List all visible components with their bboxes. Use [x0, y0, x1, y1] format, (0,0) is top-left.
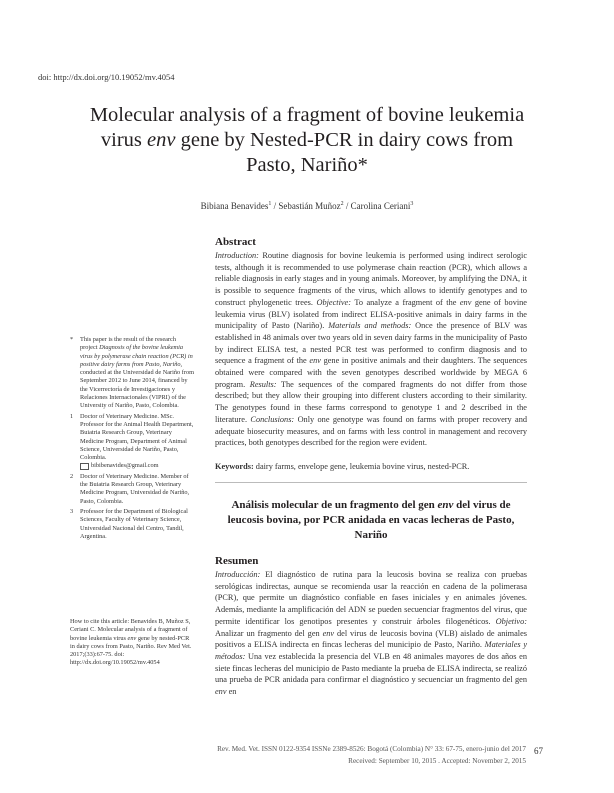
- spanish-title: [215, 498, 527, 543]
- footnote-3-text: Professor for the Department of Biological Sciences, Faculty of Veterinary Science, Universidad Nacional del Centro, Tandil, Argentina.: [80, 507, 188, 540]
- abstract-intro: Routine diagnosis for bovine leukemia is performed using indirect serologic tests, although it is recommended to use polymerase chain reaction (PCR), which allows a reliable diagnosis in early stages and in young animals. Moreover, by amplifying the DNA, it is possible to sequence fragments of the virus, which allows to identify genotypes and to construct phylogenetic trees.: [215, 251, 527, 307]
- footnote-1-email[interactable]: bibibenavides@gmail.com: [91, 462, 159, 470]
- spanish-title-pre: Análisis molecular de un fragmento del gen: [231, 499, 438, 511]
- abstract-section: [215, 236, 527, 449]
- title-line-2-post: gene by Nested-PCR in dairy cows from: [175, 129, 514, 151]
- keywords-text: dairy farms, envelope gene, leukemia bovine virus, nested-PCR.: [253, 462, 470, 471]
- author-2: Sebastián Muñoz: [278, 201, 341, 211]
- footnote-3: [70, 508, 194, 541]
- footnote-2-mark: 2: [70, 472, 74, 480]
- author-1-sup: 1: [268, 201, 272, 207]
- footnote-1-mark: 1: [70, 412, 74, 420]
- title-line-2-pre: virus: [100, 129, 148, 151]
- author-sep-2: /: [343, 201, 351, 211]
- footnote-3-mark: 3: [70, 507, 74, 515]
- received-dates: Received: September 10, 2015 . Accepted: November 2, 2015: [348, 757, 526, 765]
- resumen-section: [215, 555, 527, 698]
- journal-citation: Rev. Med. Vet. ISSN 0122-9354 ISSNe 2389-8526: Bogotá (Colombia) N° 33: 67-75, enero-junio del 2017: [217, 745, 526, 753]
- how-to-cite-b: gene by nested-PCR in dairy cows from Pasto, Nariño. Rev Med Vet. 2017;(33):67-75. doi: http://dx.doi.org/10.19052/mv.4054: [70, 634, 192, 667]
- footnote-star-a: This paper is the result of the research project: [80, 336, 176, 352]
- how-to-cite-em: env: [127, 634, 137, 642]
- spanish-title-post: del virus de leucosis bovina, por PCR anidada en vacas lecheras de Pasto, Nariño: [227, 499, 515, 541]
- resumen-intro: El diagnóstico de rutina para la leucosis bovina se realiza con pruebas serológicas indirectas, aunque se recomienda usar la reacción en cadena de la polimerasa (PCR), que permite un diagnóstico confiable en fases iniciales y en animales jóvenes. Además, mediante la amplificación del ADN se pueden secuenciar fragmentos del virus, que permite identificar los genotipos presentes y construir árboles filogenéticos.: [215, 570, 527, 626]
- title-line-1: Molecular analysis of a fragment of bovine leukemia: [89, 104, 525, 126]
- abstract-results-label: Results:: [249, 379, 277, 389]
- author-2-sup: 2: [340, 201, 344, 207]
- abstract-methods-a: Once the presence of BLV was established in 48 animals over two years old in seven dairy farms in the municipality of Pasto by indirect ELISA test, a nested PCR test was performed to confirm diagnosis and to sequence a fragment of the: [215, 321, 527, 366]
- spanish-title-em: env: [437, 499, 454, 511]
- resumen-methods-b: en: [226, 687, 237, 697]
- footnote-2-text: Doctor of Veterinary Medicine. Member of the Buiatria Research Group, Veterinary Medicine Program, Universidad de Nariño, Pasto, Colombia.: [80, 472, 190, 505]
- envelope-icon: [80, 463, 89, 470]
- footnotes: [70, 336, 194, 543]
- resumen-objective-em: env: [322, 628, 335, 638]
- resumen-methods-a: Una vez establecida la presencia del VLB en 48 animales mayores de dos años en siete fincas lecheras del municipio de Pasto mediante la prueba de ELISA indirecta, se realizó una prueba de PCR anidada para confirmar el diagnóstico y secuenciar un fragmento del gen: [215, 651, 527, 685]
- resumen-intro-label: Introducción:: [215, 570, 261, 579]
- abstract-conclusions-label: Conclusions:: [250, 414, 295, 424]
- authors: [100, 201, 514, 211]
- article-title: [60, 103, 554, 178]
- footnote-star-em: Diagnosis of the bovine leukemia virus by polymerase chain reaction (PCR) in positive dairy farms from Pasto, Nariño: [80, 344, 193, 368]
- resumen-objective-label: Objetivo:: [495, 616, 528, 626]
- keywords-label: Keywords:: [215, 462, 254, 471]
- abstract-conclusions: Only one genotype was found on farms with proper recovery and adequate biosecurity measures, and on farms with less control in management and recovery practices, both genotypes described for the region were evident.: [215, 414, 528, 448]
- title-line-3: Pasto, Nariño*: [246, 154, 368, 176]
- abstract-intro-label: Introduction:: [215, 251, 259, 260]
- footnote-star-b: , conducted at the Universidad de Nariño from September 2012 to June 2014, financed by the Vicerrectoría de Investigaciones y Relaciones Internacionales (VIPRI) of the University of Nariño, Pasto, Colombia.: [80, 360, 195, 410]
- footnote-2: [70, 473, 194, 506]
- abstract-methods-em: env: [309, 356, 321, 366]
- abstract-heading: Abstract: [215, 236, 256, 248]
- abstract-methods-label: Materials and methods:: [328, 321, 412, 331]
- abstract-body: [215, 250, 527, 449]
- abstract-objective-label: Objective:: [316, 297, 352, 307]
- how-to-cite-a: How to cite this article: Benavides B, Muñoz S, Ceriani C. Molecular analysis of a fragment of bovine leukemia virus: [70, 618, 191, 642]
- page-number: 67: [534, 746, 543, 756]
- resumen-methods-label: Materiales y métodos:: [215, 640, 527, 661]
- abstract-objective-b: gene of bovine leukemia virus (BLV) isolated from indirect ELISA-positive animals in dairy farms in the municipality of Pasto (Nariño).: [215, 297, 527, 331]
- section-divider: [215, 482, 527, 483]
- author-sep-1: /: [271, 201, 279, 211]
- abstract-objective-a: To analyze a fragment of the: [351, 297, 460, 307]
- how-to-cite: [70, 618, 194, 668]
- keywords: [215, 462, 527, 471]
- footnote-1-text: Doctor of Veterinary Medicine. MSc. Professor for the Animal Health Department, Buiatria Research Group, Veterinary Medicine Program, Department of Animal Science, Universidad de Nariño, Pasto, Colombia.: [80, 412, 194, 462]
- abstract-methods-b: gene in positive animals and their daughters. The sequences obtained were compared with the seven genotypes described worldwide by MEGA 6 program.: [215, 356, 527, 389]
- resumen-objective-b: del virus de leucosis bovina (VLB) aislado de animales positivos a ELISA indirecta en fincas lecheras del municipio de Pasto, Nariño.: [215, 628, 527, 650]
- author-1: Bibiana Benavides: [200, 201, 269, 211]
- resumen-methods-em: env: [215, 687, 227, 697]
- abstract-objective-em: env: [459, 297, 472, 307]
- author-3: Carolina Ceriani: [350, 201, 411, 211]
- resumen-body: [215, 569, 527, 698]
- doi-link[interactable]: doi: http://dx.doi.org/10.19052/mv.4054: [38, 72, 175, 82]
- author-3-sup: 3: [410, 201, 414, 207]
- footnote-star: [70, 336, 194, 411]
- resumen-objective-a: Analizar un fragmento del gen: [215, 628, 323, 638]
- footnote-star-mark: *: [70, 336, 74, 343]
- title-line-2-em: env: [147, 129, 176, 151]
- footnote-1: [70, 413, 194, 471]
- resumen-heading: Resumen: [215, 555, 259, 567]
- abstract-results: The sequences of the compared fragments do not differ from those described; but they allow their grouping into different clusters according to their similarity. The genotypes found in these farms correspond to genotype 1 and 2 described in the literature.: [215, 379, 527, 424]
